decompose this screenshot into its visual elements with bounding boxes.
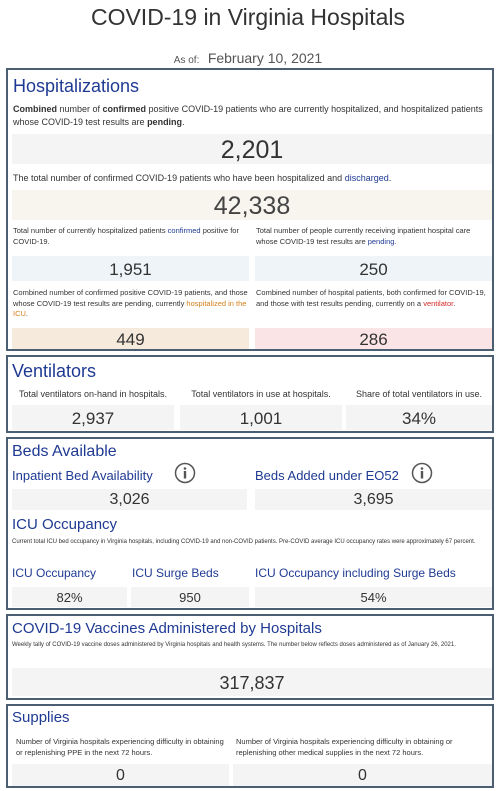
ventilators-onhand-label: Total ventilators on-hand in hospitals. bbox=[18, 389, 168, 399]
pending-description: Total number of people currently receiving inpatient hospital care whose COVID-19 test results are pending. bbox=[256, 226, 471, 246]
supplies-other-value: 0 bbox=[233, 764, 492, 786]
ventilators-title: Ventilators bbox=[12, 361, 97, 381]
info-icon[interactable] bbox=[411, 462, 433, 484]
ventilators-in-use-label: Total ventilators in use at hospitals. bbox=[191, 389, 331, 399]
supplies-ppe-value: 0 bbox=[12, 764, 229, 786]
beds-added-label: Beds Added under EO52 bbox=[255, 468, 399, 483]
combined-value: 2,201 bbox=[12, 134, 492, 164]
ventilator-value: 286 bbox=[255, 328, 492, 349]
confirmed-value: 1,951 bbox=[12, 256, 249, 281]
icu-occupancy-surge-label: ICU Occupancy including Surge Beds bbox=[255, 566, 456, 580]
supplies-other-label: Number of Virginia hospitals experiencing difficulty in obtaining or replenishing other medical supplies in the next 72 hours. bbox=[236, 737, 453, 757]
inpatient-bed-value: 3,026 bbox=[12, 489, 247, 510]
discharged-value: 42,338 bbox=[12, 190, 492, 220]
icu-occupancy-surge-value: 54% bbox=[255, 587, 492, 607]
beds-title: Beds Available bbox=[12, 443, 117, 460]
vaccines-description: Weekly tally of COVID-19 vaccine doses administered by Virginia hospitals and health systems. The number below reflects doses administered as of January 26, 2021. bbox=[12, 642, 456, 648]
ventilator-description: Combined number of hospital patients, both confirmed for COVID-19, and those with test results pending, currently on a ventilator. bbox=[256, 288, 486, 308]
discharged-description: The total number of confirmed COVID-19 patients who have been hospitalized and discharged. bbox=[13, 173, 392, 183]
ventilators-share-value: 34% bbox=[346, 405, 492, 430]
supplies-ppe-label: Number of Virginia hospitals experiencing difficulty in obtaining or replenishing PPE in the next 72 hours. bbox=[16, 737, 224, 757]
page-title: COVID-19 in Virginia Hospitals bbox=[90, 4, 406, 30]
pending-value: 250 bbox=[255, 256, 492, 281]
confirmed-description: Total number of currently hospitalized patients confirmed positive for COVID-19. bbox=[13, 226, 239, 246]
icu-surge-beds-value: 950 bbox=[131, 587, 249, 607]
as-of-date: February 10, 2021 bbox=[207, 50, 323, 66]
icu-occupancy-label: ICU Occupancy bbox=[12, 566, 97, 580]
ventilators-share-label: Share of total ventilators in use. bbox=[355, 389, 483, 399]
icu-description: Combined number of confirmed positive COVID-19 patients, and those whose COVID-19 test results are pending, currently hospitalized in the ICU. bbox=[13, 288, 248, 318]
icu-occupancy-title: ICU Occupancy bbox=[12, 516, 118, 533]
icu-occupancy-value: 82% bbox=[12, 587, 127, 607]
hospitalizations-title: Hospitalizations bbox=[13, 76, 140, 96]
ventilators-onhand-value: 2,937 bbox=[12, 405, 174, 430]
as-of bbox=[0, 50, 496, 68]
icu-surge-beds-label: ICU Surge Beds bbox=[132, 566, 219, 580]
as-of-label: As of: bbox=[173, 55, 200, 66]
beds-added-value: 3,695 bbox=[255, 489, 492, 510]
info-icon[interactable] bbox=[174, 462, 196, 484]
vaccines-title: COVID-19 Vaccines Administered by Hospitals bbox=[12, 620, 322, 637]
icu-occupancy-description: Current total ICU bed occupancy in Virginia hospitals, including COVID-19 and non-COVID patients. Pre-COVID average ICU occupancy rates were approximately 67 percent. bbox=[12, 539, 476, 545]
icu-value: 449 bbox=[12, 328, 249, 349]
ventilators-in-use-value: 1,001 bbox=[180, 405, 342, 430]
inpatient-bed-label: Inpatient Bed Availability bbox=[12, 468, 153, 483]
supplies-title: Supplies bbox=[12, 709, 70, 726]
vaccines-value: 317,837 bbox=[12, 668, 492, 696]
combined-description: Combined number of confirmed positive COVID-19 patients who are currently hospitalized, and hospitalized patients whose COVID-19 test results are pending. bbox=[13, 104, 483, 127]
